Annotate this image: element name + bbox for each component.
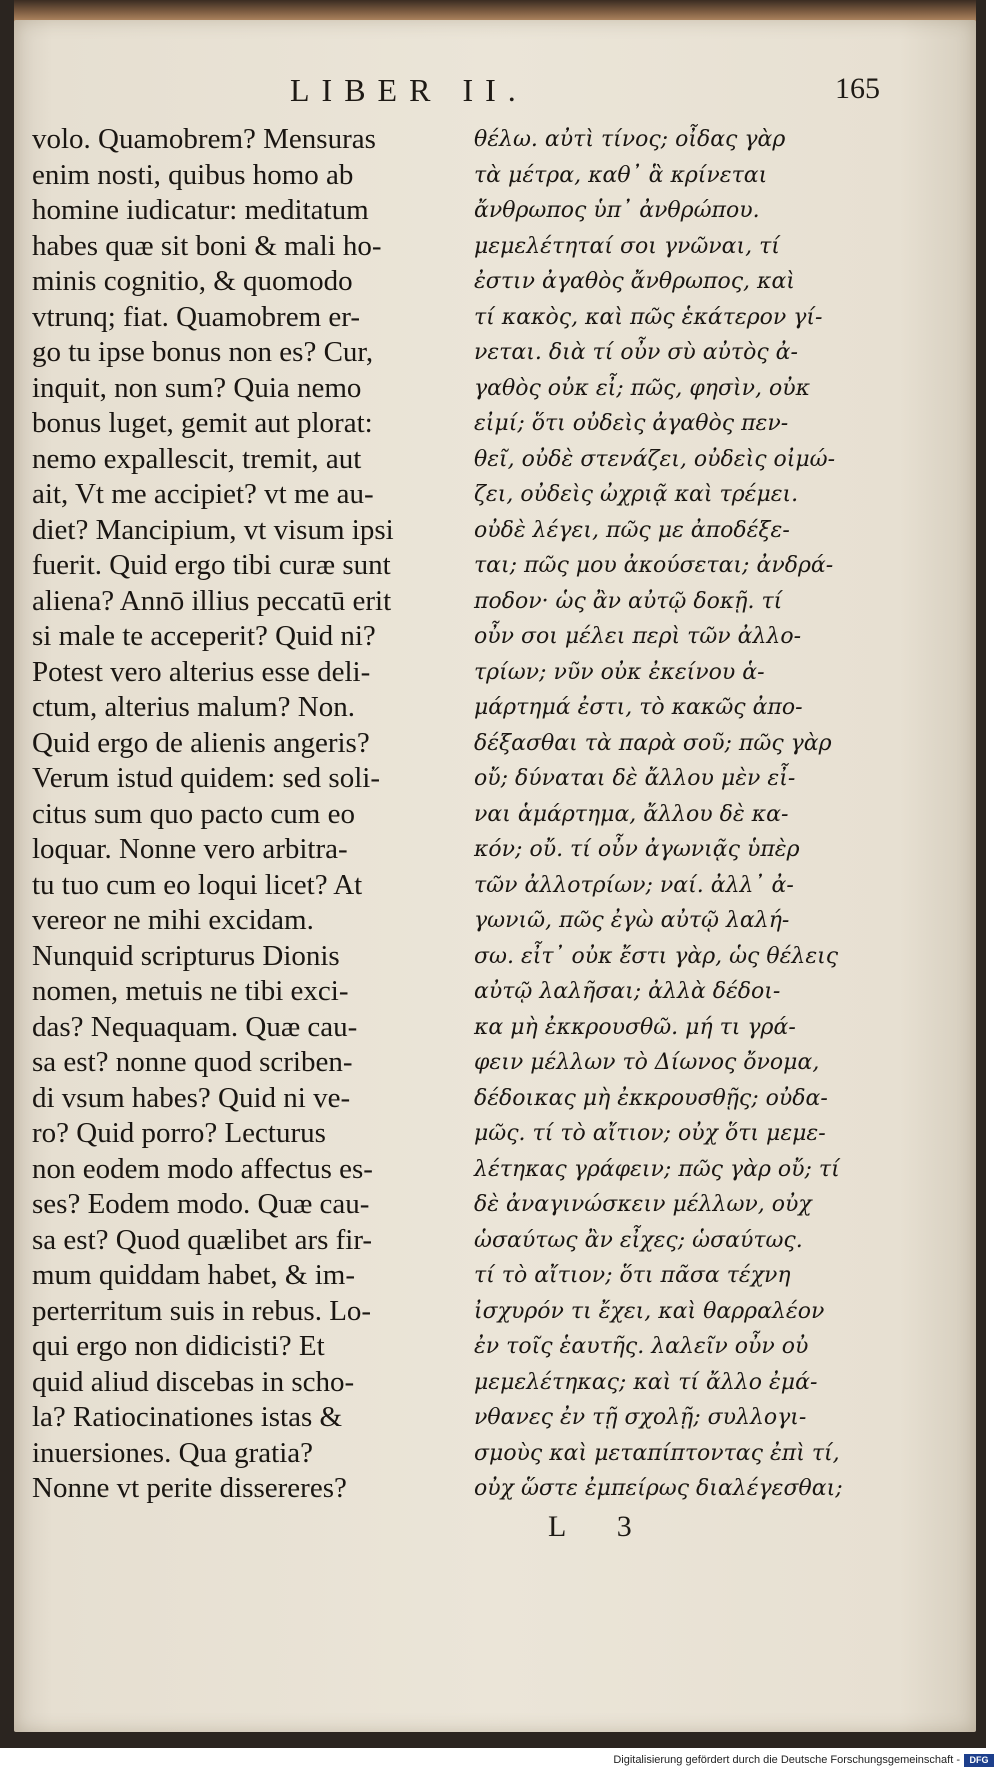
book-top-edge bbox=[14, 0, 976, 22]
page-number: 165 bbox=[835, 72, 880, 105]
greek-text-column: θέλω. αὐτὶ τίνος; οἶδας γὰρ τὰ μέτρα, καθ᾽ ἃ κρίνεται ἄνθρωπος ὑπ᾽ ἀνθρώπου. μεμελέτηταί σοι γνῶναι, τί ἐστιν ἀγαθὸς ἄνθρωπος, καὶ τί κακὸς, καὶ πῶς ἑκάτερον γί- νεται. διὰ τί οὖν σὺ αὐτὸς ἀ- γαθὸς οὐκ εἶ; πῶς, φησὶν, οὐκ εἰμί; ὅτι οὐδεὶς ἀγαθὸς πεν- θεῖ, οὐδὲ στενάζει, οὐδεὶς οἰμώ- ζει, οὐδεὶς ὠχριᾷ καὶ τρέμει. οὐδὲ λέγει, πῶς με ἀποδέξε- ται; πῶς μου ἀκούσεται; ἀνδρά- ποδον· ὡς ἂν αὐτῷ δοκῇ. τί οὖν σοι μέλει περὶ τῶν ἀλλο- τρίων; νῦν οὐκ ἐκείνου ἁ- μάρτημά ἐστι, τὸ κακῶς ἀπο- δέξασθαι τὰ παρὰ σοῦ; πῶς γὰρ οὔ; δύναται δὲ ἄλλου μὲν εἶ- ναι ἁμάρτημα, ἄλλου δὲ κα- κόν; οὔ. τί οὖν ἀγωνιᾷς ὑπὲρ τῶν ἀλλοτρίων; ναί. ἀλλ᾽ ἀ- γωνιῶ, πῶς ἐγὼ αὐτῷ λαλή- σω. εἶτ᾽ οὐκ ἔστι γὰρ, ὡς θέλεις αὐτῷ λαλῆσαι; ἀλλὰ δέδοι- κα μὴ ἐκκρουσθῶ. μή τι γρά- φειν μέλλων τὸ Δίωνος ὄνομα, δέδοικας μὴ ἐκκρουσθῇς; οὐδα- μῶς. τί τὸ αἴτιον; οὐχ ὅτι μεμε- λέτηκας γράφειν; πῶς γὰρ οὔ; τί δὲ ἀναγινώσκειν μέλλων, οὐχ ὡσαύτως ἂν εἶχες; ὡσαύτως. τί τὸ αἴτιον; ὅτι πᾶσα τέχνη ἰσχυρόν τι ἔχει, καὶ θαρραλέον ἐν τοῖς ἑαυτῆς. λαλεῖν οὖν οὐ μεμελέτηκας; καὶ τί ἄλλο ἐμά- νθανες ἐν τῇ σχολῇ; συλλογι- σμοὺς καὶ μεταπίπτοντας ἐπὶ τί, οὐχ ὥστε ἐμπείρως διαλέγεσθαι; bbox=[474, 127, 843, 1501]
signature-mark: L 3 bbox=[548, 1510, 654, 1543]
latin-text-column: volo. Quamobrem? Mensuras enim nosti, quibus homo ab homine iudicatur: meditatum habes quæ sit boni & mali ho- minis cognitio, & quomodo vtrunq; fiat. Quamobrem er- go tu ipse bonus non es? Cur, inquit, non sum? Quia nemo bonus luget, gemit aut plorat: nemo expallescit, tremit, aut ait, Vt me accipiet? vt me au- diet? Mancipium, vt visum ipsi fuerit. Quid ergo tibi curæ sunt aliena? Annō illius peccatū erit si male te acceperit? Quid ni? Potest vero alterius esse deli- ctum, alterius malum? Non. Quid ergo de alienis angeris? Verum istud quidem: sed soli- citus sum quo pacto cum eo loquar. Nonne vero arbitra- tu tuo cum eo loqui licet? At vereor ne mihi excidam. Nunquid scripturus Dionis nomen, metuis ne tibi exci- das? Nequaquam. Quæ cau- sa est? nonne quod scriben- di vsum habes? Quid ni ve- ro? Quid porro? Lecturus non eodem modo affectus es- ses? Eodem modo. Quæ cau- sa est? Quod quælibet ars fir- mum quiddam habet, & im- perterritum suis in rebus. Lo- qui ergo non didicisti? Et quid aliud discebas in scho- la? Ratiocinationes istas & inuersiones. Qua gratia? Nonne vt perite dissereres? bbox=[32, 123, 394, 1504]
running-head: LIBER II. bbox=[290, 72, 528, 108]
dfg-logo: DFG bbox=[964, 1754, 994, 1767]
digitization-credit: Digitalisierung gefördert durch die Deutsche Forschungsgemeinschaft - bbox=[613, 1754, 960, 1766]
